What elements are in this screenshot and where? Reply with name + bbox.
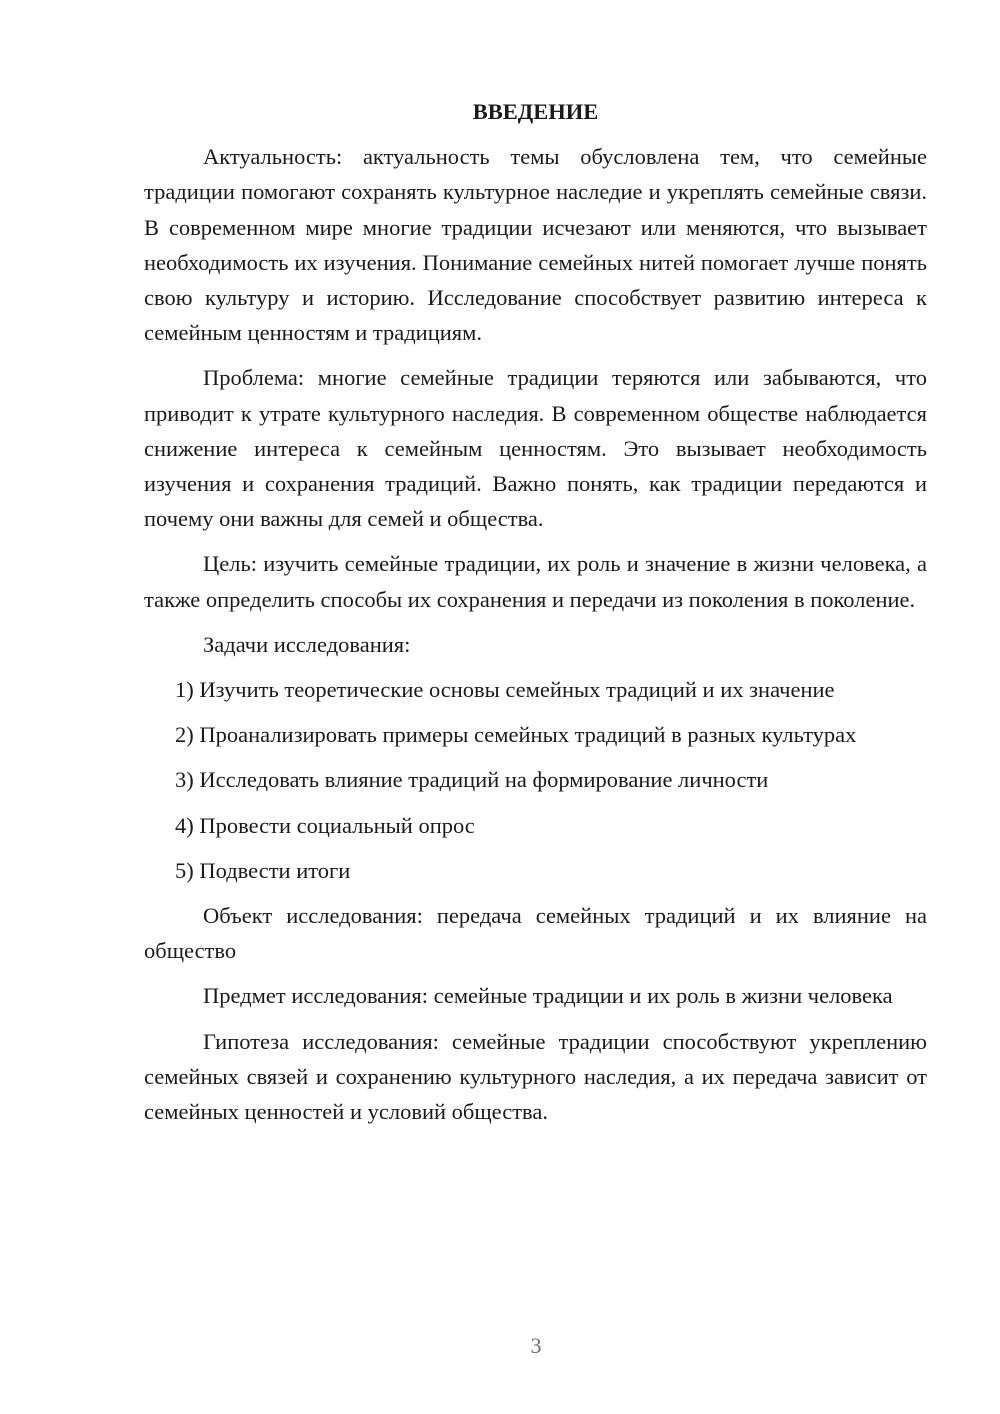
task-item-2: 2) Проанализировать примеры семейных традиций в разных культурах xyxy=(175,722,857,748)
paragraph-hypothesis: Гипотеза исследования: семейные традиции способствуют укреплению семейных связей и сохранению культурного наследия, а их передача зависит от семейных ценностей и условий общества. xyxy=(144,1028,927,1125)
paragraph-relevance: Актуальность: актуальность темы обусловлена тем, что семейные традиции помогают сохранять культурное наследие и укреплять семейные связи. В современном мире многие традиции исчезают или меняются, что вызывает необходимость их изучения. Понимание семейных нитей помогает лучше понять свою культуру и историю. Исследование способствует развитию интереса к семейным ценностям и традициям. xyxy=(144,144,927,346)
paragraph-object: Объект исследования: передача семейных традиций и их влияние на общество xyxy=(144,903,927,964)
page-content xyxy=(144,94,927,1139)
paragraph-tasks-intro: Задачи исследования: xyxy=(203,631,411,657)
task-item-1: 1) Изучить теоретические основы семейных традиций и их значение xyxy=(175,677,835,703)
paragraph-goal: Цель: изучить семейные традиции, их роль и значение в жизни человека, а также определить способы их сохранения и передачи из поколения в поколение. xyxy=(144,551,927,612)
paragraph-problem: Проблема: многие семейные традиции теряются или забываются, что приводит к утрате культурного наследия. В современном обществе наблюдается снижение интереса к семейным ценностям. Это вызывает необходимость изучения и сохранения традиций. Важно понять, как традиции передаются и почему они важны для семей и общества. xyxy=(144,365,927,532)
section-heading: ВВЕДЕНИЕ xyxy=(472,99,599,124)
task-item-5: 5) Подвести итоги xyxy=(175,857,351,883)
task-item-4: 4) Провести социальный опрос xyxy=(175,812,475,838)
page-number: 3 xyxy=(530,1333,542,1358)
task-item-3: 3) Исследовать влияние традиций на формирование личности xyxy=(175,767,769,793)
paragraph-subject: Предмет исследования: семейные традиции и их роль в жизни человека xyxy=(203,983,893,1009)
